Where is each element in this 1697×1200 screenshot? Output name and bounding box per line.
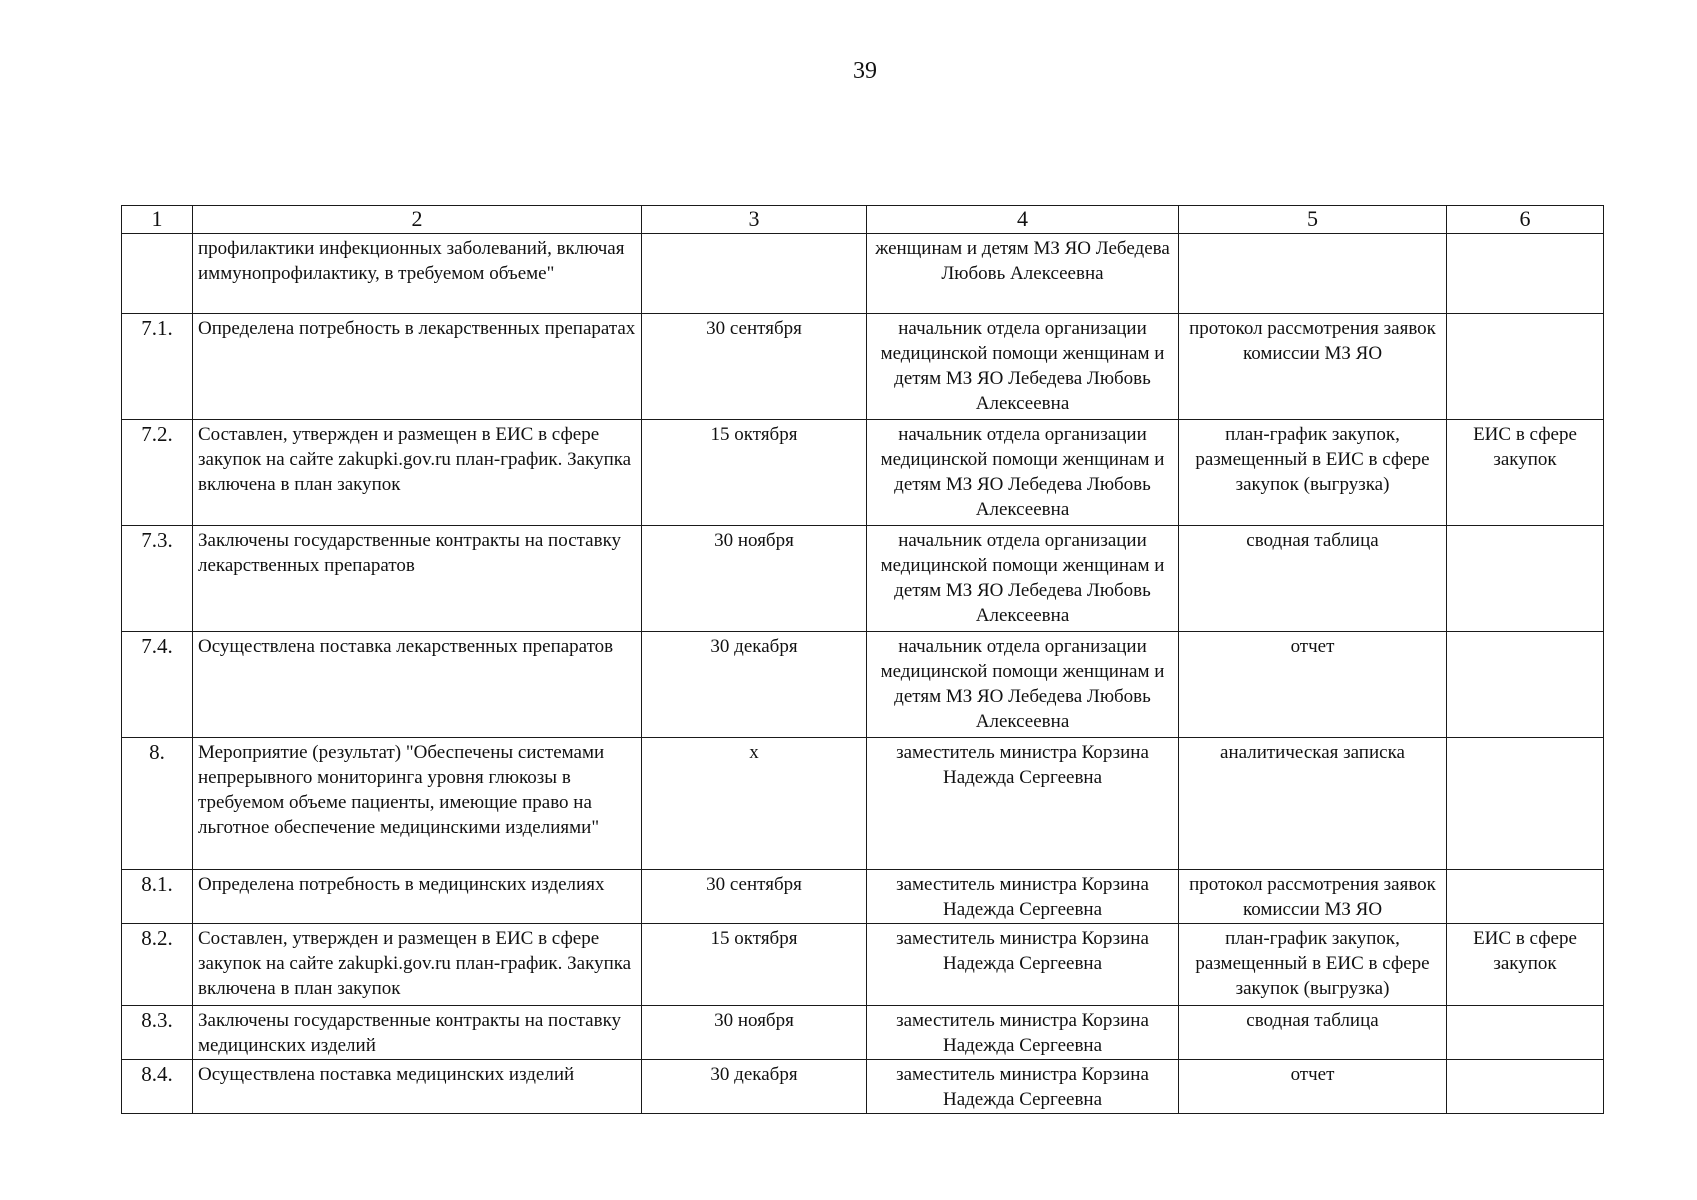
table-row — [122, 924, 1604, 1006]
row-document: протокол рассмотрения заявок комиссии МЗ ЯО — [1179, 314, 1447, 420]
row-system — [1447, 234, 1604, 314]
row-date: 15 октября — [642, 924, 867, 1006]
row-date — [642, 234, 867, 314]
row-date: 30 ноября — [642, 1006, 867, 1060]
row-responsible: заместитель министра Корзина Надежда Сергеевна — [867, 1060, 1179, 1114]
row-document — [1179, 234, 1447, 314]
row-date: 30 сентября — [642, 314, 867, 420]
row-date: 30 сентября — [642, 870, 867, 924]
row-text: Заключены государственные контракты на поставку медицинских изделий — [193, 1006, 642, 1060]
table-row — [122, 738, 1604, 870]
row-text: Составлен, утвержден и размещен в ЕИС в сфере закупок на сайте zakupki.gov.ru план-график. Закупка включена в план закупок — [193, 420, 642, 526]
table-row — [122, 1060, 1604, 1114]
row-system — [1447, 738, 1604, 870]
row-responsible: начальник отдела организации медицинской помощи женщинам и детям МЗ ЯО Лебедева Любовь Алексеевна — [867, 526, 1179, 632]
row-number — [122, 234, 193, 314]
row-document: сводная таблица — [1179, 526, 1447, 632]
column-header: 3 — [642, 206, 867, 234]
row-number: 7.2. — [122, 420, 193, 526]
row-number: 8.2. — [122, 924, 193, 1006]
column-header: 5 — [1179, 206, 1447, 234]
page-number: 39 — [853, 58, 877, 84]
plan-table — [121, 205, 1604, 1114]
row-number: 7.1. — [122, 314, 193, 420]
row-responsible: начальник отдела организации медицинской помощи женщинам и детям МЗ ЯО Лебедева Любовь Алексеевна — [867, 420, 1179, 526]
row-responsible: начальник отдела организации медицинской помощи женщинам и детям МЗ ЯО Лебедева Любовь Алексеевна — [867, 632, 1179, 738]
row-responsible: заместитель министра Корзина Надежда Сергеевна — [867, 870, 1179, 924]
column-header: 2 — [193, 206, 642, 234]
row-text: Определена потребность в лекарственных препаратах — [193, 314, 642, 420]
row-text: Мероприятие (результат) "Обеспечены системами непрерывного мониторинга уровня глюкозы в требуемом объеме пациенты, имеющие право на льготное обеспечение медицинскими изделиями" — [193, 738, 642, 870]
row-document: отчет — [1179, 632, 1447, 738]
column-header: 6 — [1447, 206, 1604, 234]
column-header: 4 — [867, 206, 1179, 234]
row-document: сводная таблица — [1179, 1006, 1447, 1060]
row-text: Составлен, утвержден и размещен в ЕИС в сфере закупок на сайте zakupki.gov.ru план-график. Закупка включена в план закупок — [193, 924, 642, 1006]
row-responsible: начальник отдела организации медицинской помощи женщинам и детям МЗ ЯО Лебедева Любовь Алексеевна — [867, 314, 1179, 420]
row-responsible: женщинам и детям МЗ ЯО Лебедева Любовь Алексеевна — [867, 234, 1179, 314]
table-row — [122, 314, 1604, 420]
row-number: 8.1. — [122, 870, 193, 924]
table-header-row — [122, 206, 1604, 234]
row-system — [1447, 526, 1604, 632]
row-text: Определена потребность в медицинских изделиях — [193, 870, 642, 924]
row-system: ЕИС в сфере закупок — [1447, 924, 1604, 1006]
row-text: Осуществлена поставка лекарственных препаратов — [193, 632, 642, 738]
table-row — [122, 420, 1604, 526]
row-system — [1447, 870, 1604, 924]
row-responsible: заместитель министра Корзина Надежда Сергеевна — [867, 738, 1179, 870]
row-number: 8.4. — [122, 1060, 193, 1114]
row-system — [1447, 1006, 1604, 1060]
row-number: 8. — [122, 738, 193, 870]
row-document: отчет — [1179, 1060, 1447, 1114]
row-system: ЕИС в сфере закупок — [1447, 420, 1604, 526]
row-system — [1447, 632, 1604, 738]
table-row — [122, 632, 1604, 738]
row-date: 15 октября — [642, 420, 867, 526]
table-row — [122, 1006, 1604, 1060]
row-responsible: заместитель министра Корзина Надежда Сергеевна — [867, 924, 1179, 1006]
row-document: аналитическая записка — [1179, 738, 1447, 870]
row-text: Заключены государственные контракты на поставку лекарственных препаратов — [193, 526, 642, 632]
table-row — [122, 234, 1604, 314]
row-date: х — [642, 738, 867, 870]
column-header: 1 — [122, 206, 193, 234]
row-number: 7.3. — [122, 526, 193, 632]
row-document: план-график закупок, размещенный в ЕИС в сфере закупок (выгрузка) — [1179, 924, 1447, 1006]
row-document: протокол рассмотрения заявок комиссии МЗ ЯО — [1179, 870, 1447, 924]
row-date: 30 декабря — [642, 1060, 867, 1114]
row-date: 30 ноября — [642, 526, 867, 632]
row-date: 30 декабря — [642, 632, 867, 738]
row-number: 7.4. — [122, 632, 193, 738]
table-row — [122, 870, 1604, 924]
row-responsible: заместитель министра Корзина Надежда Сергеевна — [867, 1006, 1179, 1060]
row-text: профилактики инфекционных заболеваний, включая иммунопрофилактику, в требуемом объеме" — [193, 234, 642, 314]
row-system — [1447, 314, 1604, 420]
table-row — [122, 526, 1604, 632]
row-text: Осуществлена поставка медицинских изделий — [193, 1060, 642, 1114]
row-system — [1447, 1060, 1604, 1114]
row-number: 8.3. — [122, 1006, 193, 1060]
row-document: план-график закупок, размещенный в ЕИС в сфере закупок (выгрузка) — [1179, 420, 1447, 526]
